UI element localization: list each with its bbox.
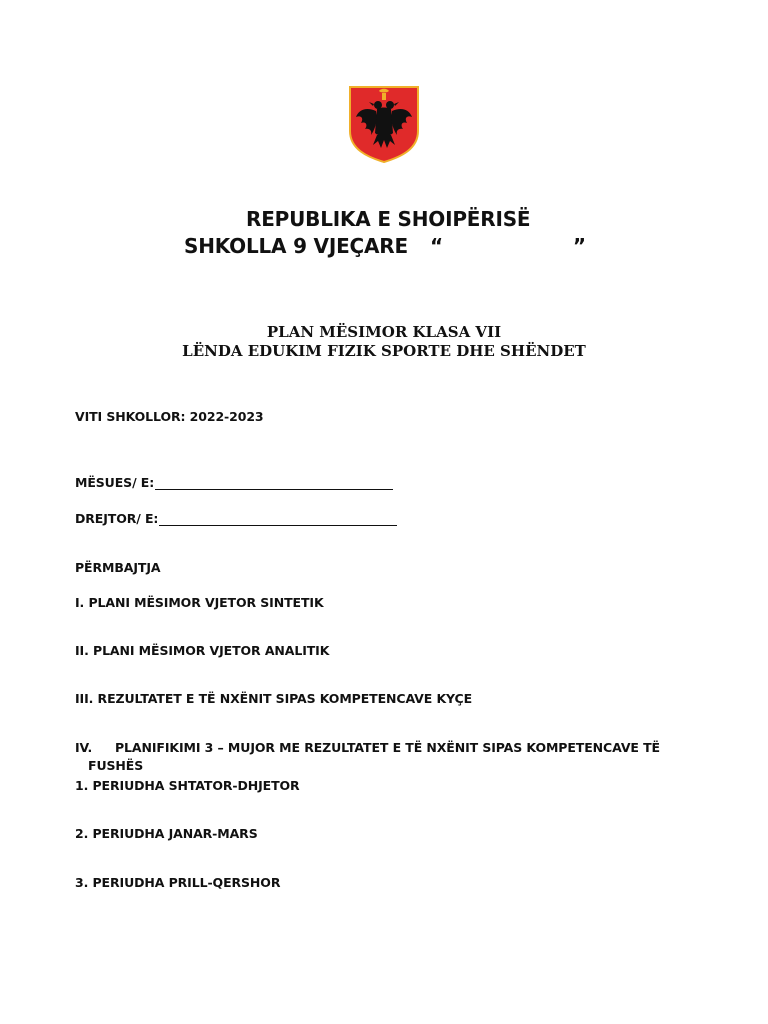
director-blank-line (159, 512, 397, 526)
school-quote-close: ” (572, 234, 586, 258)
director-field (75, 511, 397, 526)
contents-item-3: III. REZULTATET E TË NXËNIT SIPAS KOMPETENCAVE KYÇE (75, 691, 473, 706)
contents-item-4-continuation: FUSHËS (88, 758, 144, 773)
school-heading (184, 234, 586, 258)
contents-item-4 (75, 740, 660, 755)
teacher-field (75, 475, 393, 490)
period-item-2: 2. PERIUDHA JANAR-MARS (75, 826, 258, 841)
school-quote-open: “ (429, 234, 443, 258)
teacher-blank-line (155, 476, 393, 490)
albanian-coat-of-arms-icon (347, 85, 421, 163)
contents-item-1: I. PLANI MËSIMOR VJETOR SINTETIK (75, 595, 324, 610)
contents-item-4-number: IV. (75, 740, 93, 755)
period-item-3: 3. PERIUDHA PRILL-QERSHOR (75, 875, 281, 890)
republic-heading: REPUBLIKA E SHOIPËRISË (246, 207, 531, 231)
period-item-1: 1. PERIUDHA SHTATOR-DHJETOR (75, 778, 300, 793)
contents-heading: PËRMBAJTJA (75, 560, 161, 575)
subject-title: LËNDA EDUKIM FIZIK SPORTE DHE SHËNDET (182, 342, 586, 360)
school-name: SHKOLLA 9 VJEÇARE (184, 234, 408, 258)
plan-title: PLAN MËSIMOR KLASA VII (266, 323, 502, 341)
contents-item-2: II. PLANI MËSIMOR VJETOR ANALITIK (75, 643, 330, 658)
teacher-label: MËSUES/ E: (75, 475, 155, 490)
contents-item-4-text: PLANIFIKIMI 3 – MUJOR ME REZULTATET E TË NXËNIT SIPAS KOMPETENCAVE TË (115, 740, 660, 755)
director-label: DREJTOR/ E: (75, 511, 159, 526)
school-year: VITI SHKOLLOR: 2022-2023 (75, 409, 264, 424)
